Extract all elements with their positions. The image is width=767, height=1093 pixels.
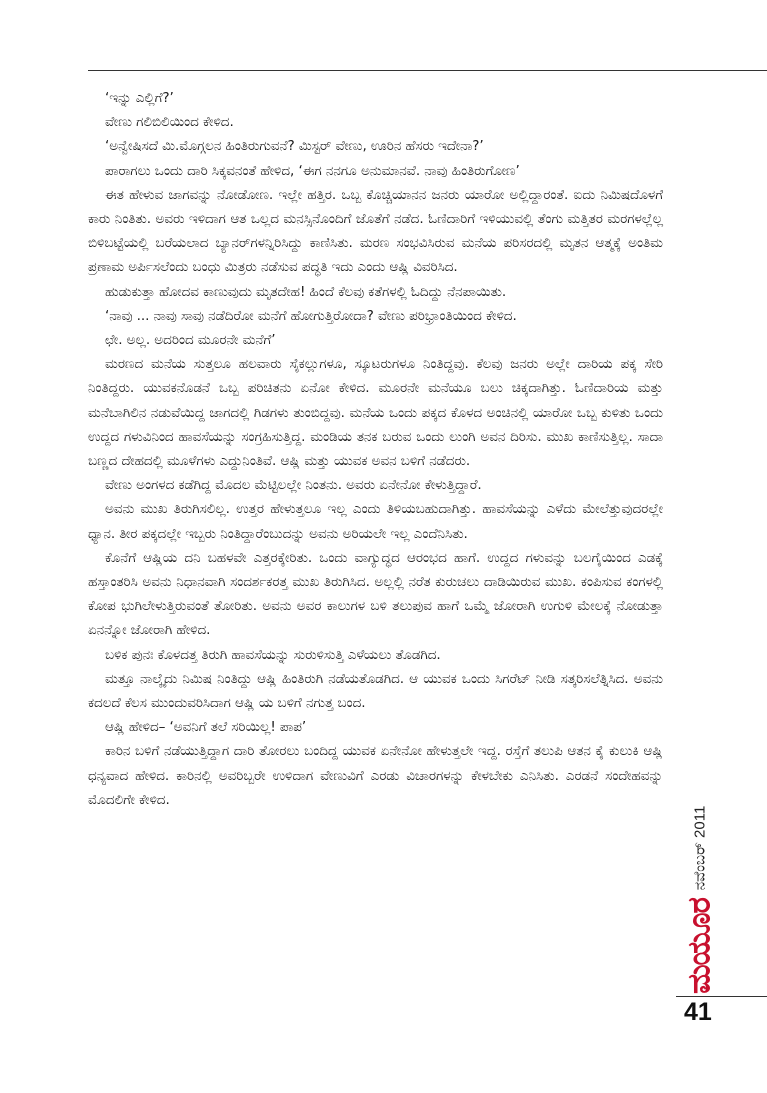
paragraph: ಮರಣದ ಮನೆಯ ಸುತ್ತಲೂ ಹಲವಾರು ಸೈಕಲ್ಲುಗಳೂ, ಸ್ಕೂಟರುಗಳೂ ನಿಂತಿದ್ದವು. ಕೆಲವು ಜನರು ಅಲ್ಲೇ ದಾರಿಯ ಪಕ್ಕ ಸೇರಿ ನಿಂತಿದ್ದರು. ಯುವಕನೊಡನೆ ಒಬ್ಬ ಪರಿಚಿತನು ಏನೋ ಕೇಳಿದ. ಮೂರನೇ ಮನೆಯೂ ಬಲು ಚಿಕ್ಕದಾಗಿತ್ತು. ಓಣಿದಾರಿಯ ಮತ್ತು ಮನೆಬಾಗಿಲಿನ ನಡುವೆಯಿದ್ದ ಜಾಗದಲ್ಲಿ ಗಿಡಗಳು ತುಂಬಿದ್ದವು. ಮನೆಯ ಒಂದು ಪಕ್ಕದ ಕೊಳದ ಅಂಚಿನಲ್ಲಿ ಯಾರೋ ಒಬ್ಬ ಕುಳಿತು ಒಂದು ಉದ್ದದ ಗಳುವಿನಿಂದ ಹಾವಸೆಯನ್ನು ಸಂಗ್ರಹಿಸುತ್ತಿದ್ದ. ಮಂಡಿಯ ತನಕ ಬರುವ ಒಂದು ಲುಂಗಿ ಅವನ ದಿರಿಸು. ಮುಖ ಕಾಣಿಸುತ್ತಿಲ್ಲ. ಸಾದಾ ಬಣ್ಣದ ದೇಹದಲ್ಲಿ ಮೂಳೆಗಳು ಎದ್ದುನಿಂತಿವೆ. ಆಷ್ಲಿ ಮತ್ತು ಯುವಕ ಅವನ ಬಳಿಗೆ ನಡೆದರು. bbox=[88, 356, 663, 470]
paragraph: ಕಾರಿನ ಬಳಿಗೆ ನಡೆಯುತ್ತಿದ್ದಾಗ ದಾರಿ ತೋರಲು ಬಂದಿದ್ದ ಯುವಕ ಏನೇನೋ ಹೇಳುತ್ತಲೇ ಇದ್ದ. ರಸ್ತೆಗೆ ತಲುಪಿ ಆತನ ಕೈ ಕುಲುಕಿ ಆಷ್ಲಿ ಧನ್ಯವಾದ ಹೇಳಿದ. ಕಾರಿನಲ್ಲಿ ಅವರಿಬ್ಬರೇ ಉಳಿದಾಗ ವೇಣುವಿಗೆ ಎರಡು ವಿಚಾರಗಳನ್ನು ಕೇಳಬೇಕು ಎನಿಸಿತು. ಎರಡನೆ ಸಂದೇಹವನ್ನು ಮೊದಲಿಗೇ ಕೇಳಿದ. bbox=[88, 743, 663, 808]
paragraph: ಕೊನೆಗೆ ಆಷ್ಲಿಯ ದನಿ ಬಹಳವೇ ಎತ್ತರಕ್ಕೇರಿತು. ಒಂದು ವಾಗ್ಯುದ್ಧದ ಆರಂಭದ ಹಾಗೆ. ಉದ್ದದ ಗಳುವನ್ನು ಬಲಗೈಯಿಂದ ಎಡಕ್ಕೆ ಹಸ್ತಾಂತರಿಸಿ ಅವನು ನಿಧಾನವಾಗಿ ಸಂದರ್ಶಕರತ್ತ ಮುಖ ತಿರುಗಿಸಿದ. ಅಲ್ಲಲ್ಲಿ ನರೆತ ಕುರುಚಲು ದಾಡಿಯಿರುವ ಮುಖ. ಕಂಪಿಸುವ ಕಂಗಳಲ್ಲಿ ಕೋಪ ಭುಗಿಲೇಳುತ್ತಿರುವಂತೆ ತೋರಿತು. ಅವನು ಅವರ ಕಾಲುಗಳ ಬಳಿ ತಲುಪುವ ಹಾಗೆ ಒಮ್ಮೆ ಜೋರಾಗಿ ಉಗುಳಿ ಮೇಲಕ್ಕೆ ನೋಡುತ್ತಾ ಏನನ್ನೋ ಜೋರಾಗಿ ಹೇಳಿದ. bbox=[88, 549, 663, 639]
paragraph: ‘ಇನ್ನು ಎಲ್ಲಿಗೆ?’ bbox=[105, 90, 174, 106]
paragraph: ವೇಣು ಗಲಿಬಿಲಿಯಿಂದ ಕೇಳಿದ. bbox=[105, 114, 234, 131]
footer-rule bbox=[676, 996, 767, 997]
page-number: 41 bbox=[684, 998, 712, 1026]
paragraph: ಮತ್ತೂ ನಾಲ್ಕೈದು ನಿಮಿಷ ನಿಂತಿದ್ದು ಆಷ್ಲಿ ಹಿಂತಿರುಗಿ ನಡೆಯತೊಡಗಿದ. ಆ ಯುವಕ ಒಂದು ಸಿಗರೆಟ್ ನೀಡಿ ಸತ್ಕರಿಸಲೆತ್ನಿಸಿದ. ಅವನು ಕದಲದೆ ಕೆಲಸ ಮುಂದುವರಿಸಿದಾಗ ಆಷ್ಲಿ ಯ ಬಳಿಗೆ ನಗುತ್ತ ಬಂದ. bbox=[88, 670, 663, 712]
issue-date-text: ನವೆಂಬರ್ 2011 bbox=[691, 805, 709, 891]
paragraph: ಆಷ್ಲಿ ಹೇಳಿದ– ‘ಅವನಿಗೆ ತಲೆ ಸರಿಯಿಲ್ಲ! ಪಾಪ’ bbox=[105, 719, 307, 736]
paragraph: ಛೇ. ಅಲ್ಲ. ಅದರಿಂದ ಮೂರನೇ ಮನೆಗೆ’ bbox=[105, 332, 276, 349]
paragraph: ಹುಡುಕುತ್ತಾ ಹೋದವ ಕಾಣುವುದು ಮೃತದೇಹ! ಹಿಂದೆ ಕೆಲವು ಕತೆಗಳಲ್ಲಿ ಓದಿದ್ದು ನೆನಪಾಯಿತು. bbox=[105, 283, 507, 300]
article-body bbox=[88, 86, 663, 812]
paragraph: ಪಾರಾಗಲು ಒಂದು ದಾರಿ ಸಿಕ್ಕವನಂತೆ ಹೇಳಿದ, ‘ಈಗ ನನಗೂ ಅನುಮಾನವೆ. ನಾವು ಹಿಂತಿರುಗೋಣ’ bbox=[105, 162, 520, 179]
top-rule bbox=[88, 70, 767, 71]
magazine-logo-text: ಮಯೂರ bbox=[681, 898, 718, 994]
paragraph: ಈತ ಹೇಳುವ ಜಾಗವನ್ನು ನೋಡೋಣ. ಇಲ್ಲೇ ಹತ್ತಿರ. ಒಬ್ಬ ಕೊಚ್ಚಿಯಾನನ ಜನರು ಯಾರೋ ಅಲ್ಲಿದ್ದಾರಂತೆ. ಐದು ನಿಮಿಷದೊಳಗೆ ಕಾರು ನಿಂತಿತು. ಅವರು ಇಳಿದಾಗ ಆತ ಒಲ್ಲದ ಮನಸ್ಸಿನೊಂದಿಗೆ ಜೊತೆಗೆ ನಡೆದ. ಓಣಿದಾರಿಗೆ ಇಳಿಯುವಲ್ಲಿ ತೆಂಗು ಮತ್ತಿತರ ಮರಗಳಲ್ಲೆಲ್ಲ ಬಿಳಿಬಟ್ಟೆಯಲ್ಲಿ ಬರೆಯಲಾದ ಬ್ಯಾನರ್‌ಗಳನ್ನಿರಿಸಿದ್ದು ಕಾಣಿಸಿತು. ಮರಣ ಸಂಭವಿಸಿರುವ ಮನೆಯ ಪರಿಸರದಲ್ಲಿ ಮೃತನ ಆತ್ಮಕ್ಕೆ ಅಂತಿಮ ಪ್ರಣಾಮ ಅರ್ಪಿಸಲೆಂದು ಬಂಧು ಮಿತ್ರರು ನಡೆಸುವ ಪದ್ಧತಿ ಇದು ಎಂದು ಆಷ್ಲಿ ವಿವರಿಸಿದ. bbox=[88, 186, 663, 276]
magazine-logo bbox=[681, 900, 719, 992]
paragraph: ಬಳಿಕ ಪುನಃ ಕೊಳದತ್ತ ತಿರುಗಿ ಹಾವಸೆಯನ್ನು ಸುರುಳಿಸುತ್ತಿ ಎಳೆಯಲು ತೊಡಗಿದ. bbox=[105, 646, 441, 663]
paragraph: ‘ನಾವು ... ನಾವು ಸಾವು ನಡೆದಿರೋ ಮನೆಗೆ ಹೋಗುತ್ತಿರೋದಾ? ವೇಣು ಪರಿಭ್ರಾಂತಿಯಿಂದ ಕೇಳಿದ. bbox=[105, 307, 517, 324]
paragraph: ‘ಅನ್ವೇಷಿಸದೆ ಮಿ.ಮೊಗ್ಗಲನ ಹಿಂತಿರುಗುವನೆ? ಮಿಸ್ಟರ್ ವೇಣು, ಊರಿನ ಹೆಸರು ಇದೇನಾ?’ bbox=[105, 138, 484, 155]
paragraph: ಅವನು ಮುಖ ತಿರುಗಿಸಲಿಲ್ಲ. ಉತ್ತರ ಹೇಳುತ್ತಲೂ ಇಲ್ಲ ಎಂದು ತಿಳಿಯಬಹುದಾಗಿತ್ತು. ಹಾವಸೆಯನ್ನು ಎಳೆದು ಮೇಲೆತ್ತುವುದರಲ್ಲೇ ಧ್ಯಾನ. ತೀರ ಪಕ್ಕದಲ್ಲೇ ಇಬ್ಬರು ನಿಂತಿದ್ದಾರೆಂಬುದನ್ನು ಅವನು ಅರಿಯಲೇ ಇಲ್ಲ ಎಂದೆನಿಸಿತು. bbox=[88, 501, 663, 542]
issue-date bbox=[688, 788, 713, 908]
paragraph: ವೇಣು ಅಂಗಳದ ಕಡೆಗಿದ್ದ ಮೊದಲ ಮೆಟ್ಟಿಲಲ್ಲೇ ನಿಂತನು. ಅವರು ಏನೇನೋ ಕೇಳುತ್ತಿದ್ದಾರೆ. bbox=[105, 477, 482, 494]
